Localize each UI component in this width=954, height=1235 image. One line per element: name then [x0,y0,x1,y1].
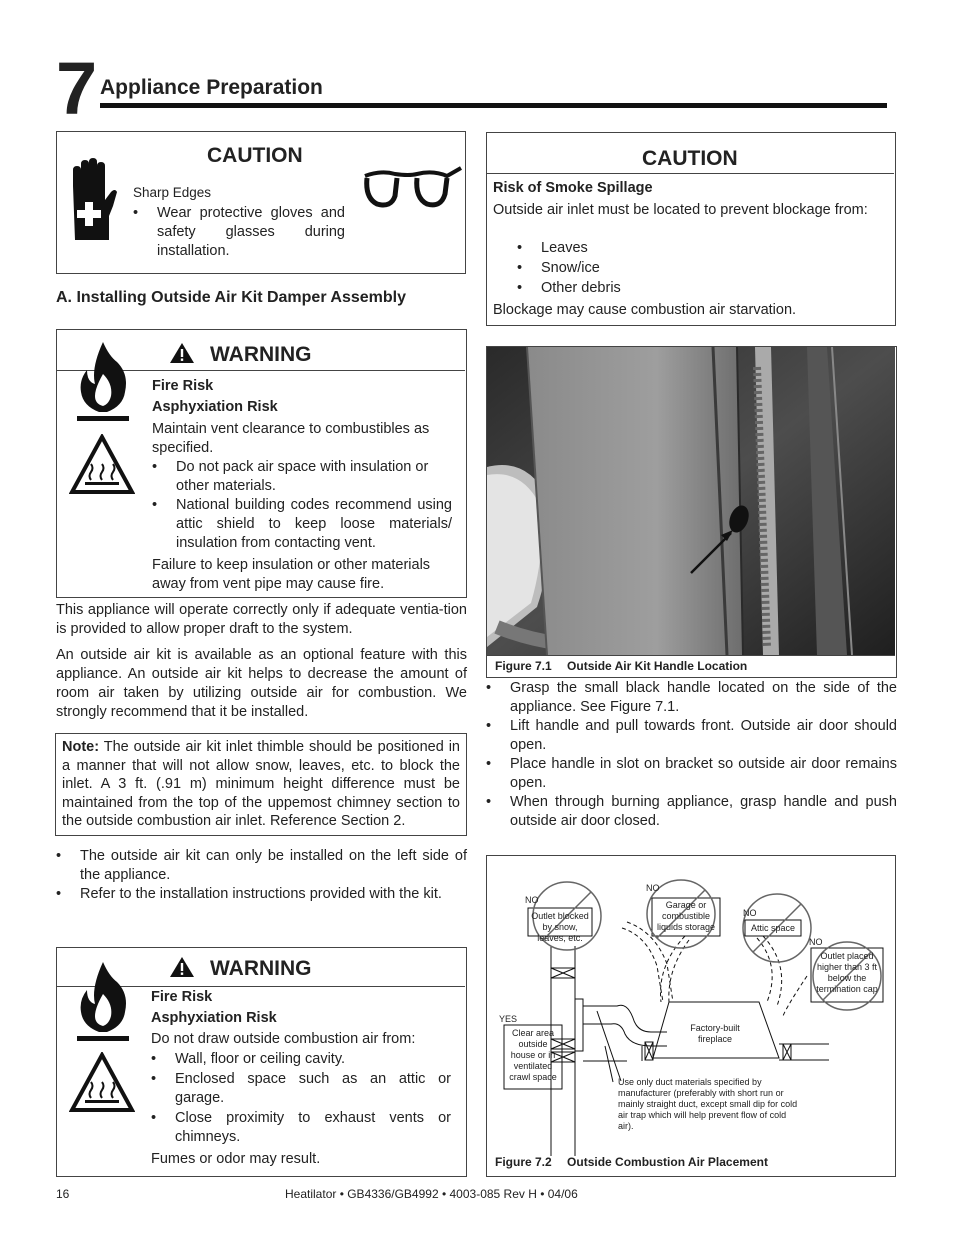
footer-text: Heatilator • GB4336/GB4992 • 4003-085 Rev H • 04/06 [285,1187,578,1201]
figure-caption: Outside Combustion Air Placement [567,1155,768,1169]
list-item: • When through burning appliance, grasp handle and push outside air door closed. [486,793,897,831]
warning-bullet: • Do not pack air space with insulation or other materials. [152,458,452,496]
caution-text: Sharp Edges [133,185,212,200]
note-text: The outside air kit inlet thimble should be positioned in a manner that will not allow snow, leaves, etc. to block the inlet. A 3 ft. (.91 m) minimum height difference must be maintained from the top of the uppemost chimney section to the outside combustion air inlet. Reference Section 2. [62,739,460,829]
caution-title: CAUTION [642,147,738,170]
figure-caption: Outside Air Kit Handle Location [567,659,748,673]
caution-subtitle: Risk of Smoke Spillage [493,180,653,196]
list-item: • Lift handle and pull towards front. Outside air door should open. [486,717,897,755]
diagram-label-no: NO [809,937,823,947]
diagram-label: Outlet placed higher than 3 ft below the termination cap [816,951,878,994]
handle-location-photo [487,347,895,655]
caution-box-sharp-edges [56,131,466,274]
fire-icon [73,340,133,428]
warning-text: Do not draw outside combustion air from: [151,1031,416,1047]
safety-glasses-icon [361,162,465,212]
warning-bullet: • Enclosed space such as an attic or garage. [151,1070,451,1108]
section-a-heading: A. Installing Outside Air Kit Damper Assembly [56,289,406,306]
page-number: 16 [56,1187,70,1201]
caution-bullet: • Other debris [517,279,717,298]
fire-icon [73,960,133,1048]
alert-triangle-icon [169,342,195,364]
warning-box-vent-clearance [56,329,467,598]
diagram-label-yes: YES [499,1014,518,1024]
chapter-title: Appliance Preparation [100,76,323,99]
list-item: • Refer to the installation instructions provided with the kit. [56,885,467,904]
caution-box-smoke-spillage [486,132,896,326]
list-item: • The outside air kit can only be installed on the left side of the appliance. [56,847,467,885]
chapter-number: 7 [56,47,96,130]
caution-bullet: • Wear protective gloves and safety glasses during installation. [133,204,345,261]
note-box [55,733,467,836]
figure-number: Figure 7.1 [495,659,552,673]
diagram-label: Attic space [750,923,796,933]
header-rule [100,103,887,108]
warning-box-combustion-air [56,947,467,1177]
asphyxiation-risk-label: Asphyxiation Risk [152,399,278,415]
figure-7-1 [486,346,897,678]
warning-bullet: • National building codes recommend using attic shield to keep loose materials/ insulation from contacting vent. [152,496,452,553]
asphyxiation-risk-label: Asphyxiation Risk [151,1010,277,1026]
alert-triangle-icon [169,956,195,978]
diagram-label: Factory-built fireplace [690,1023,740,1044]
warning-bullet: • Close proximity to exhaust vents or chimneys. [151,1109,451,1147]
figure-7-2 [486,855,896,1177]
caution-text: Blockage may cause combustion air starvation. [493,302,797,318]
list-item: • Grasp the small black handle located on the side of the appliance. See Figure 7.1. [486,679,897,717]
diagram-label-no: NO [525,895,539,905]
glove-icon [67,156,117,242]
diagram-label-no: NO [646,883,660,893]
fire-risk-label: Fire Risk [152,378,214,394]
warning-text: Failure to keep insulation or other materials away from vent pipe may cause fire. [152,557,431,592]
note-label: Note: [62,739,100,755]
caution-bullet: • Snow/ice [517,259,717,278]
fire-risk-label: Fire Risk [151,989,213,1005]
hot-surface-icon [69,434,135,496]
warning-text: Maintain vent clearance to combustibles as specified. [152,421,430,456]
diagram-label: Clear area outside house or in ventilated crawl space [509,1028,557,1082]
warning-title: WARNING [210,957,312,980]
caution-title: CAUTION [207,144,303,167]
hot-surface-icon [69,1052,135,1114]
caution-text: Outside air inlet must be located to prevent blockage from: [493,202,868,218]
warning-bullet: • Wall, floor or ceiling cavity. [151,1050,451,1069]
diagram-label-no: NO [743,908,757,918]
paragraph: This appliance will operate correctly only if adequate ventia-tion is provided to allow proper draft to the system. [56,602,467,637]
caution-bullet: • Leaves [517,239,717,258]
warning-text: Fumes or odor may result. [151,1151,321,1167]
paragraph: An outside air kit is available as an optional feature with this appliance. An outside air kit helps to decrease the amount of room air taken by utilizing outside air for combustion. We strongly recommend that it be installed. [56,647,467,720]
figure-number: Figure 7.2 [495,1155,552,1169]
diagram-note: Use only duct materials specified by manufacturer (preferably with short run or mainly straight duct, except small dip for cold air trap which will help prevent flow of cold air). [618,1077,798,1131]
list-item: • Place handle in slot on bracket so outside air door remains open. [486,755,897,793]
diagram-label: Outlet blocked by snow, leaves, etc. [531,911,589,943]
warning-title: WARNING [210,343,312,366]
diagram-label: Garage or combustible liquids storage [656,900,716,932]
